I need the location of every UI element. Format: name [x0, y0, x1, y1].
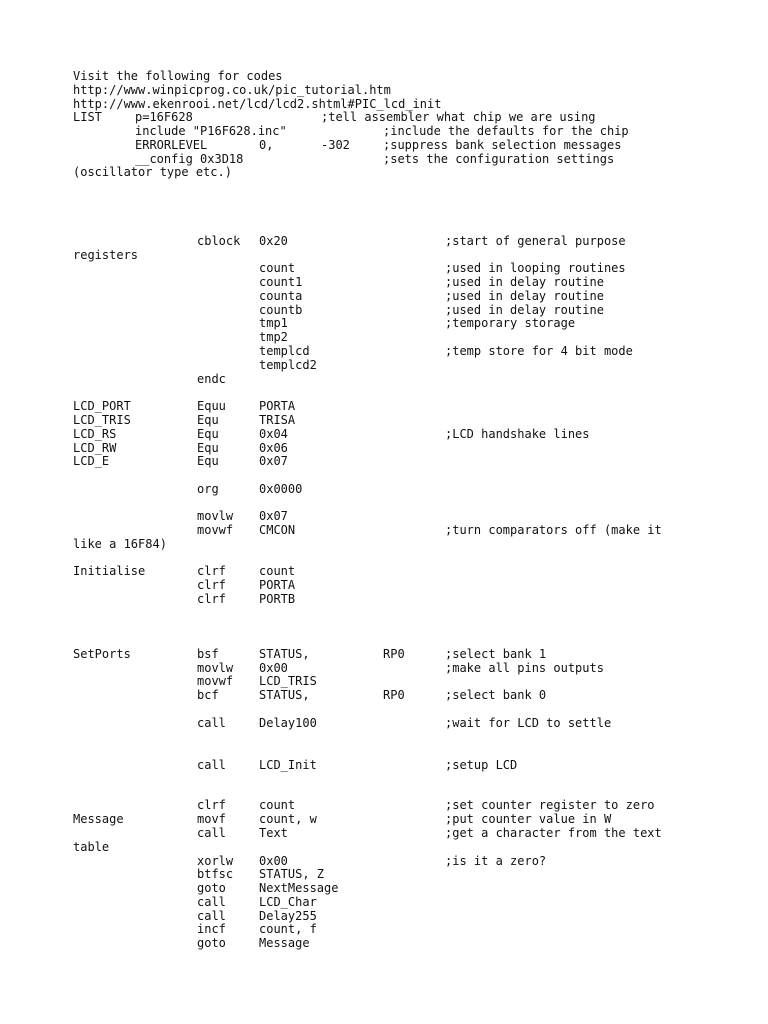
code-line-segment: tmp2 — [259, 330, 288, 344]
code-line-segment: count — [259, 798, 296, 812]
code-line-segment: count1 — [259, 275, 303, 289]
code-line-segment: 0, — [259, 138, 274, 152]
code-line-segment: CMCON — [259, 523, 296, 537]
code-line-segment: clrf — [197, 564, 226, 578]
code-line-segment: LCD_TRIS — [259, 674, 317, 688]
code-line-segment: call — [197, 826, 226, 840]
code-line-segment: (oscillator type etc.) — [73, 165, 232, 179]
code-line-segment: Equ — [197, 427, 219, 441]
code-line-segment: p=16F628 — [135, 110, 193, 124]
code-line-segment: ;used in delay routine — [445, 275, 604, 289]
code-line-segment: ;turn comparators off (make it — [445, 523, 662, 537]
code-line-segment: 0x00 — [259, 661, 288, 675]
code-line-segment: endc — [197, 372, 226, 386]
code-line-segment: LCD_Char — [259, 895, 317, 909]
code-line-segment: STATUS, — [259, 647, 310, 661]
code-line-segment: ;tell assembler what chip we are using — [321, 110, 596, 124]
code-line-segment: 0x06 — [259, 441, 288, 455]
code-line-segment: 0x04 — [259, 427, 288, 441]
code-line-segment: ;used in delay routine — [445, 289, 604, 303]
code-line-segment: count — [259, 261, 296, 275]
code-line-segment: registers — [73, 248, 139, 262]
code-line-segment: __config 0x3D18 — [135, 152, 244, 166]
code-line-segment: Initialise — [73, 564, 146, 578]
code-line-segment: Equ — [197, 441, 219, 455]
code-line-segment: Equ — [197, 413, 219, 427]
code-line-segment: include "P16F628.inc" — [135, 124, 287, 138]
code-line-segment: LIST — [73, 110, 102, 124]
code-line-segment: 0x07 — [259, 454, 288, 468]
code-line-segment: goto — [197, 936, 226, 950]
code-line-segment: ;used in looping routines — [445, 261, 626, 275]
code-line-segment: http://www.ekenrooi.net/lcd/lcd2.shtml#PIC_lcd_init — [73, 97, 442, 111]
code-line-segment: 0x07 — [259, 509, 288, 523]
code-line-segment: movwf — [197, 523, 234, 537]
code-line-segment: incf — [197, 922, 226, 936]
code-line-segment: ;start of general purpose — [445, 234, 626, 248]
code-line-segment: 0x0000 — [259, 482, 303, 496]
code-line-segment: NextMessage — [259, 881, 339, 895]
code-line-segment: PORTA — [259, 578, 296, 592]
code-line-segment: count, w — [259, 812, 317, 826]
code-line-segment: Delay100 — [259, 716, 317, 730]
code-line-segment: Delay255 — [259, 909, 317, 923]
code-line-segment: templcd — [259, 344, 310, 358]
code-line-segment: ;temp store for 4 bit mode — [445, 344, 633, 358]
code-line-segment: ;wait for LCD to settle — [445, 716, 612, 730]
code-line-segment: ;setup LCD — [445, 758, 518, 772]
code-line-segment: call — [197, 716, 226, 730]
code-line-segment: Equu — [197, 399, 226, 413]
code-line-segment: templcd2 — [259, 358, 317, 372]
code-line-segment: LCD_PORT — [73, 399, 131, 413]
code-line-segment: ;select bank 1 — [445, 647, 547, 661]
code-line-segment: xorlw — [197, 854, 234, 868]
code-line-segment: STATUS, — [259, 688, 310, 702]
code-line-segment: LCD_Init — [259, 758, 317, 772]
code-line-segment: table — [73, 840, 110, 854]
code-line-segment: bsf — [197, 647, 219, 661]
code-line-segment: clrf — [197, 578, 226, 592]
code-line-segment: Text — [259, 826, 288, 840]
code-line-segment: ;get a character from the text — [445, 826, 662, 840]
code-line-segment: -302 — [321, 138, 350, 152]
code-line-segment: 0x20 — [259, 234, 288, 248]
code-line-segment: ;set counter register to zero — [445, 798, 655, 812]
code-line-segment: Message — [259, 936, 310, 950]
code-line-segment: like a 16F84) — [73, 537, 167, 551]
code-line-segment: ERRORLEVEL — [135, 138, 208, 152]
code-line-segment: tmp1 — [259, 316, 288, 330]
code-line-segment: clrf — [197, 798, 226, 812]
code-line-segment: TRISA — [259, 413, 296, 427]
code-line-segment: PORTB — [259, 592, 296, 606]
code-line-segment: movf — [197, 812, 226, 826]
code-line-segment: LCD_RS — [73, 427, 117, 441]
code-line-segment: ;include the defaults for the chip — [383, 124, 629, 138]
code-line-segment: ;make all pins outputs — [445, 661, 604, 675]
code-line-segment: org — [197, 482, 219, 496]
code-line-segment: counta — [259, 289, 303, 303]
code-line-segment: call — [197, 895, 226, 909]
code-line-segment: LCD_E — [73, 454, 110, 468]
code-line-segment: bcf — [197, 688, 219, 702]
code-line-segment: goto — [197, 881, 226, 895]
code-line-segment: RP0 — [383, 688, 405, 702]
code-line-segment: count — [259, 564, 296, 578]
code-line-segment: LCD_RW — [73, 441, 117, 455]
code-line-segment: btfsc — [197, 867, 234, 881]
code-line-segment: ;used in delay routine — [445, 303, 604, 317]
code-line-segment: movlw — [197, 509, 234, 523]
code-line-segment: ;suppress bank selection messages — [383, 138, 622, 152]
code-line-segment: movlw — [197, 661, 234, 675]
code-line-segment: Message — [73, 812, 124, 826]
code-line-segment: ;temporary storage — [445, 316, 576, 330]
code-line-segment: ;put counter value in W — [445, 812, 612, 826]
code-line-segment: ;select bank 0 — [445, 688, 547, 702]
code-line-segment: clrf — [197, 592, 226, 606]
code-line-segment: LCD_TRIS — [73, 413, 131, 427]
code-line-segment: ;sets the configuration settings — [383, 152, 615, 166]
code-line-segment: Equ — [197, 454, 219, 468]
code-line-segment: 0x00 — [259, 854, 288, 868]
code-line-segment: http://www.winpicprog.co.uk/pic_tutorial.htm — [73, 83, 391, 97]
code-line-segment: count, f — [259, 922, 317, 936]
code-line-segment: Visit the following for codes — [73, 69, 283, 83]
code-line-segment: call — [197, 909, 226, 923]
code-line-segment: ;is it a zero? — [445, 854, 547, 868]
code-line-segment: PORTA — [259, 399, 296, 413]
code-line-segment: movwf — [197, 674, 234, 688]
code-line-segment: SetPorts — [73, 647, 131, 661]
code-line-segment: STATUS, Z — [259, 867, 325, 881]
code-line-segment: cblock — [197, 234, 241, 248]
code-line-segment: call — [197, 758, 226, 772]
code-line-segment: countb — [259, 303, 303, 317]
code-line-segment: ;LCD handshake lines — [445, 427, 590, 441]
code-line-segment: RP0 — [383, 647, 405, 661]
